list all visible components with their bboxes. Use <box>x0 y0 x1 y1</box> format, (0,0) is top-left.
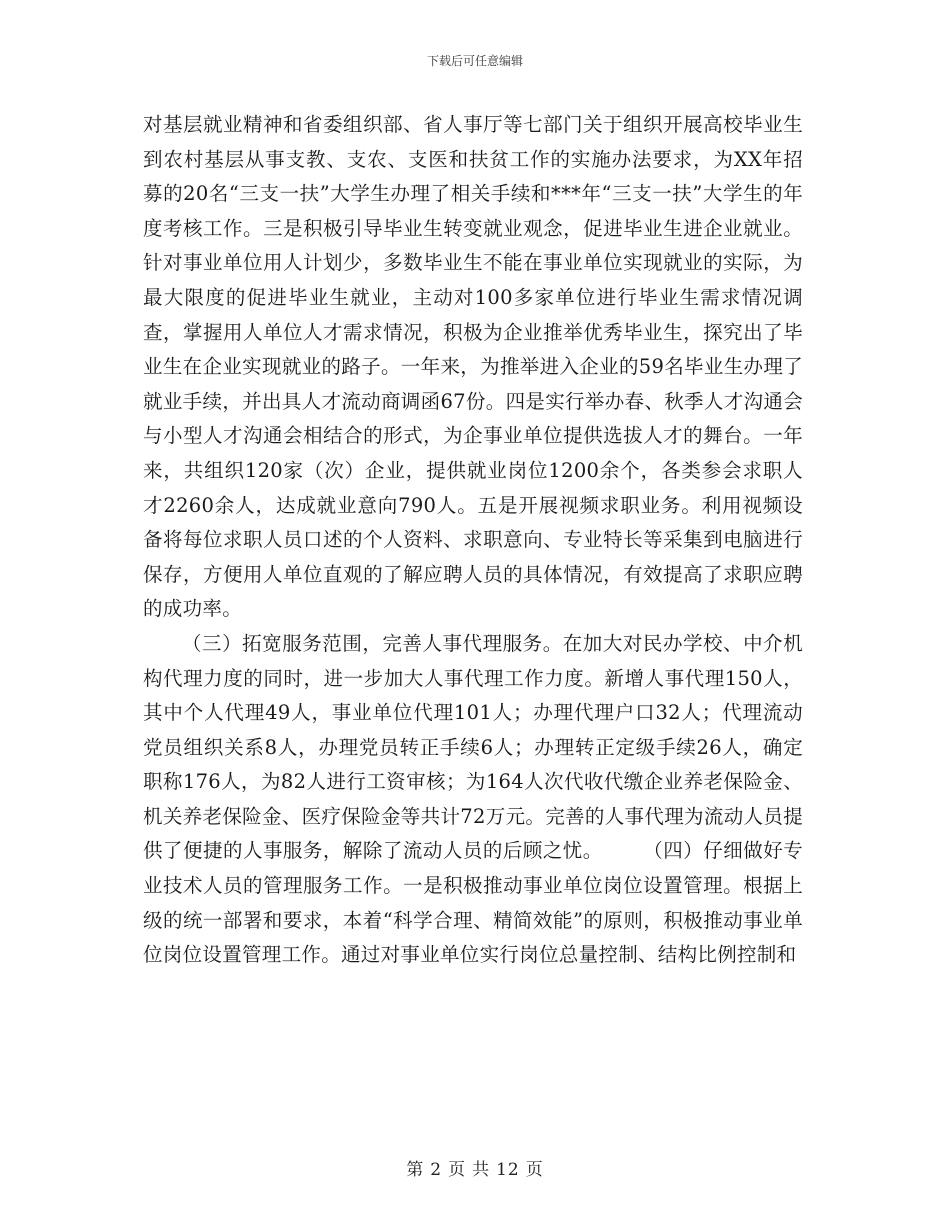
page-header: 下载后可任意编辑 <box>426 54 523 68</box>
footer-total-pages: 12 <box>496 1160 520 1180</box>
footer-label-unit2: 页 <box>525 1160 544 1180</box>
paragraph-section-three: （三）拓宽服务范围，完善人事代理服务。在加大对民办学校、中介机构代理力度的同时，进一步加大人事代理工作力度。新增人事代理150人，其中个人代理49人，事业单位代理101人；办理代理户口32人；代理流动党员组织关系8人，办理党员转正手续6人；办理转正定级手续26人，确定职称176人，为82人进行工资审核；为164人次代收代缴企业养老保险金、机关养老保险金、医疗保险金等共计72万元。完善的人事代理为流动人员提供了便捷的人事服务，解除了流动人员的后顾之忧。 （四）仔细做好专业技术人员的管理服务工作。一是积极推动事业单位岗位设置管理。根据上级的统一部署和要求，本着“科学合理、精简效能”的原则，积极推动事业单位岗位设置管理工作。通过对事业单位实行岗位总量控制、结构比例控制和 <box>143 631 803 967</box>
page-footer <box>0 1155 950 1180</box>
footer-label-unit: 页 <box>448 1160 467 1180</box>
footer-label-page: 第 <box>406 1160 425 1180</box>
footer-current-page: 2 <box>430 1160 443 1180</box>
document-body <box>143 108 803 973</box>
paragraph-continuation: 对基层就业精神和省委组织部、省人事厅等七部门关于组织开展高校毕业生到农村基层从事支教、支农、支医和扶贫工作的实施办法要求，为XX年招募的20名“三支一扶”大学生办理了相关手续和***年“三支一扶”大学生的年度考核工作。三是积极引导毕业生转变就业观念，促进毕业生进企业就业。针对事业单位用人计划少，多数毕业生不能在事业单位实现就业的实际，为最大限度的促进毕业生就业，主动对100多家单位进行毕业生需求情况调查，掌握用人单位人才需求情况，积极为企业推举优秀毕业生，探究出了毕业生在企业实现就业的路子。一年来，为推举进入企业的59名毕业生办理了就业手续，并出具人才流动商调函67份。四是实行举办春、秋季人才沟通会与小型人才沟通会相结合的形式，为企事业单位提供选拔人才的舞台。一年来，共组织120家（次）企业，提供就业岗位1200余个，各类参会求职人才2260余人，达成就业意向790人。五是开展视频求职业务。利用视频设备将每位求职人员口述的个人资料、求职意向、专业特长等采集到电脑进行保存，方便用人单位直观的了解应聘人员的具体情况，有效提高了求职应聘的成功率。 <box>143 113 803 621</box>
footer-label-total: 共 <box>472 1160 491 1180</box>
